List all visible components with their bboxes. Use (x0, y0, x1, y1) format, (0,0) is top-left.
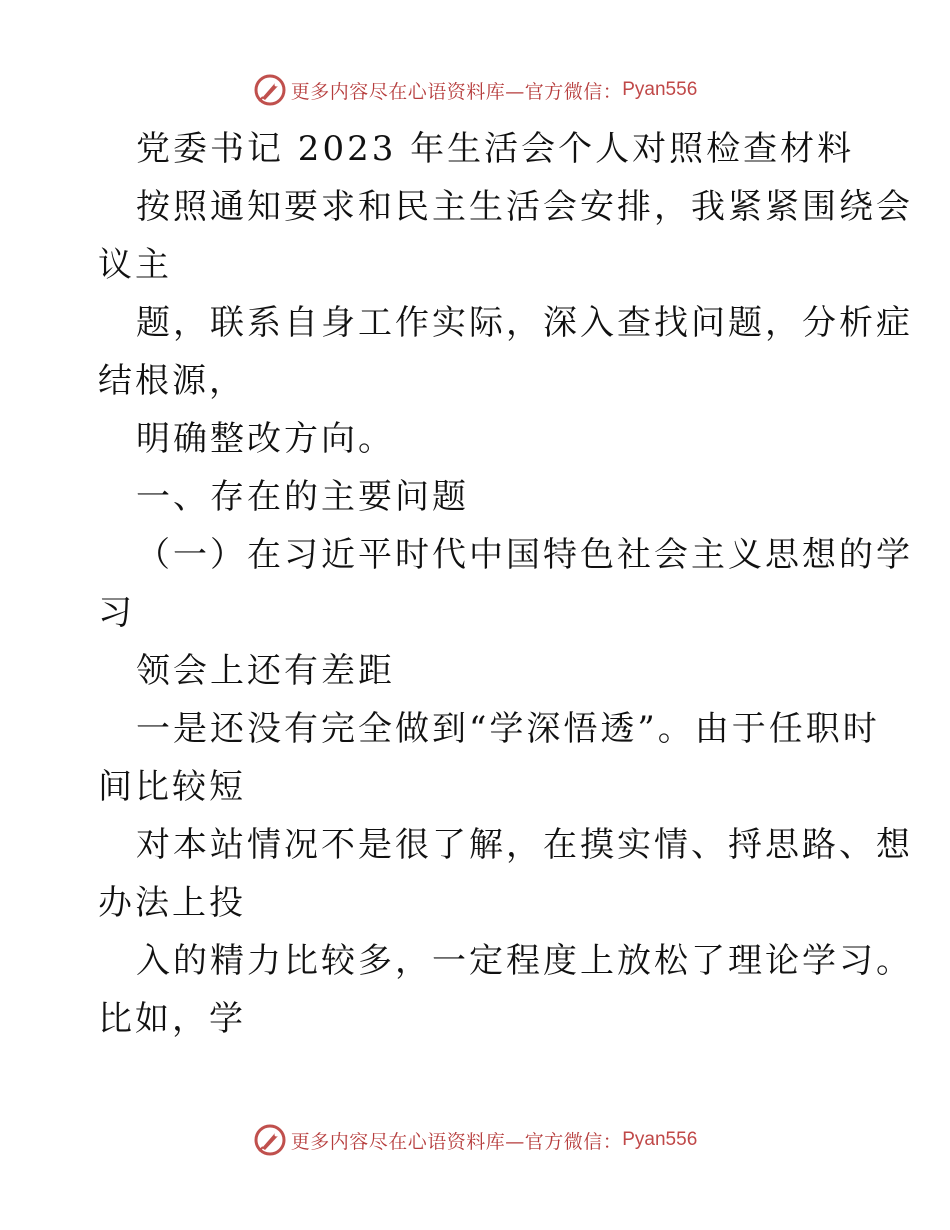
paragraph-line: 对本站情况不是很了解，在摸实情、捋思路、想 (136, 825, 913, 865)
subsection-heading-continued: 习 (98, 593, 135, 633)
paragraph-line: 入的精力比较多，一定程度上放松了理论学习。 (136, 941, 913, 981)
paragraph-line: 按照通知要求和民主生活会安排，我紧紧围绕会 (136, 187, 913, 227)
paragraph-line: 间比较短 (98, 767, 246, 807)
footer-watermark (0, 1120, 950, 1160)
paragraph-line: 明确整改方向。 (136, 419, 395, 459)
pen-nib-logo-icon (253, 73, 287, 107)
paragraph-line: 比如，学 (98, 999, 246, 1039)
watermark-wechat-id: Pyan556 (622, 79, 698, 100)
paragraph-line: 议主 (98, 245, 172, 285)
paragraph-line: 题，联系自身工作实际，深入查找问题，分析症 (136, 303, 913, 343)
paragraph-line: 一是还没有完全做到“学深悟透”。由于任职时 (136, 709, 880, 749)
watermark-main-text: 更多内容尽在心语资料库 (290, 80, 506, 103)
section-heading: 一、存在的主要问题 (136, 477, 469, 517)
document-title: 党委书记 2023 年生活会个人对照检查材料 (136, 129, 855, 169)
document-body (98, 120, 913, 1048)
header-watermark (0, 70, 950, 110)
watermark-main-text: 更多内容尽在心语资料库 (290, 1130, 506, 1153)
pen-nib-logo-icon (253, 1123, 287, 1157)
watermark-wechat-id: Pyan556 (622, 1129, 698, 1150)
paragraph-line: 结根源， (98, 361, 246, 401)
watermark-wechat-label: —官方微信： (505, 1130, 623, 1153)
subsection-heading: （一）在习近平时代中国特色社会主义思想的学 (136, 535, 913, 575)
watermark-wechat-label: —官方微信： (505, 80, 623, 103)
paragraph-line: 办法上投 (98, 883, 246, 923)
paragraph-line: 领会上还有差距 (136, 651, 395, 691)
